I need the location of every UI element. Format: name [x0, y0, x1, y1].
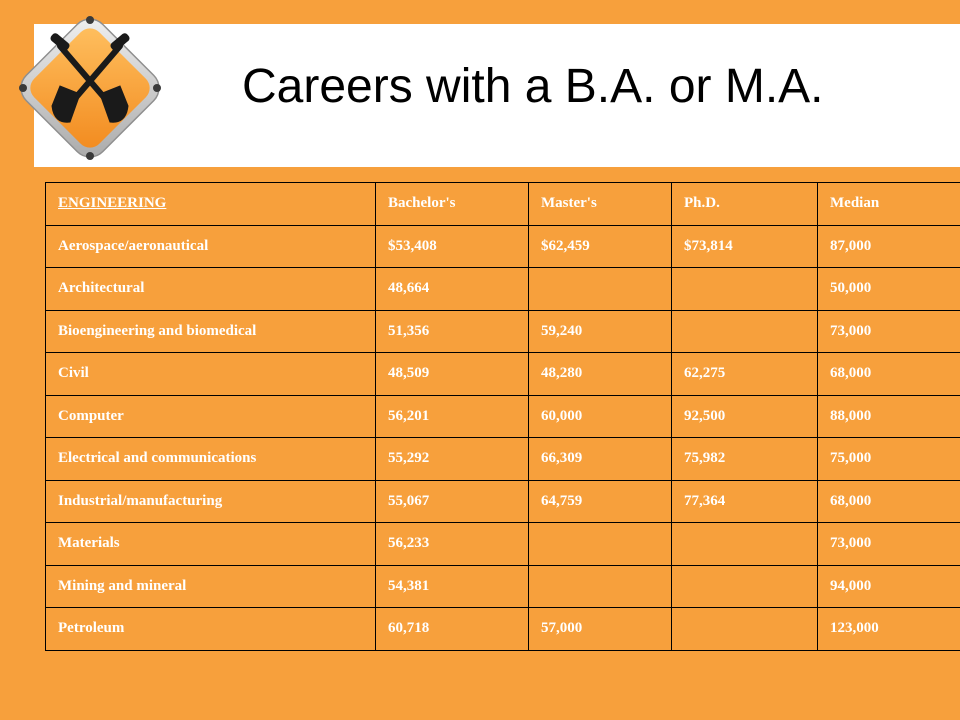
table-row — [46, 353, 960, 396]
cell-masters: 48,280 — [529, 353, 672, 396]
table-row — [46, 225, 960, 268]
salary-table-body — [46, 183, 960, 651]
cell-field: Materials — [46, 523, 376, 566]
cell-field: Computer — [46, 395, 376, 438]
cell-masters — [529, 523, 672, 566]
cell-field: Petroleum — [46, 608, 376, 651]
cell-masters: $62,459 — [529, 225, 672, 268]
header-bachelors: Bachelor's — [376, 183, 529, 226]
cell-median: 50,000 — [818, 268, 960, 311]
cell-bachelors: $53,408 — [376, 225, 529, 268]
cell-bachelors: 51,356 — [376, 310, 529, 353]
cell-median: 87,000 — [818, 225, 960, 268]
cell-bachelors: 48,509 — [376, 353, 529, 396]
table-row — [46, 608, 960, 651]
table-row — [46, 268, 960, 311]
cell-phd — [672, 268, 818, 311]
crossed-shovels-warning-sign-icon — [4, 0, 176, 178]
salary-table — [45, 182, 960, 651]
cell-field: Architectural — [46, 268, 376, 311]
cell-bachelors: 56,201 — [376, 395, 529, 438]
cell-masters: 57,000 — [529, 608, 672, 651]
cell-field: Mining and mineral — [46, 565, 376, 608]
cell-masters: 59,240 — [529, 310, 672, 353]
header-median: Median — [818, 183, 960, 226]
cell-phd — [672, 565, 818, 608]
cell-phd: $73,814 — [672, 225, 818, 268]
cell-phd — [672, 310, 818, 353]
cell-field: Aerospace/aeronautical — [46, 225, 376, 268]
slide-title: Careers with a B.A. or M.A. — [242, 60, 824, 113]
table-row — [46, 310, 960, 353]
cell-masters — [529, 268, 672, 311]
table-row — [46, 565, 960, 608]
cell-median: 68,000 — [818, 353, 960, 396]
cell-masters — [529, 565, 672, 608]
cell-field: Industrial/manufacturing — [46, 480, 376, 523]
cell-median: 73,000 — [818, 310, 960, 353]
table-row — [46, 438, 960, 481]
cell-bachelors: 54,381 — [376, 565, 529, 608]
cell-phd — [672, 608, 818, 651]
table-row — [46, 395, 960, 438]
cell-median: 68,000 — [818, 480, 960, 523]
cell-masters: 64,759 — [529, 480, 672, 523]
table-row — [46, 480, 960, 523]
table-row — [46, 523, 960, 566]
cell-masters: 60,000 — [529, 395, 672, 438]
cell-field: Electrical and communications — [46, 438, 376, 481]
cell-median: 88,000 — [818, 395, 960, 438]
cell-phd: 92,500 — [672, 395, 818, 438]
cell-phd — [672, 523, 818, 566]
cell-phd: 62,275 — [672, 353, 818, 396]
cell-bachelors: 55,067 — [376, 480, 529, 523]
header-masters: Master's — [529, 183, 672, 226]
cell-median: 73,000 — [818, 523, 960, 566]
cell-field: Civil — [46, 353, 376, 396]
cell-bachelors: 56,233 — [376, 523, 529, 566]
cell-bachelors: 60,718 — [376, 608, 529, 651]
cell-median: 94,000 — [818, 565, 960, 608]
header-field: ENGINEERING — [46, 183, 376, 226]
cell-phd: 77,364 — [672, 480, 818, 523]
cell-median: 123,000 — [818, 608, 960, 651]
header-phd: Ph.D. — [672, 183, 818, 226]
cell-field: Bioengineering and biomedical — [46, 310, 376, 353]
cell-median: 75,000 — [818, 438, 960, 481]
cell-masters: 66,309 — [529, 438, 672, 481]
cell-bachelors: 55,292 — [376, 438, 529, 481]
cell-phd: 75,982 — [672, 438, 818, 481]
cell-bachelors: 48,664 — [376, 268, 529, 311]
table-header-row — [46, 183, 960, 226]
